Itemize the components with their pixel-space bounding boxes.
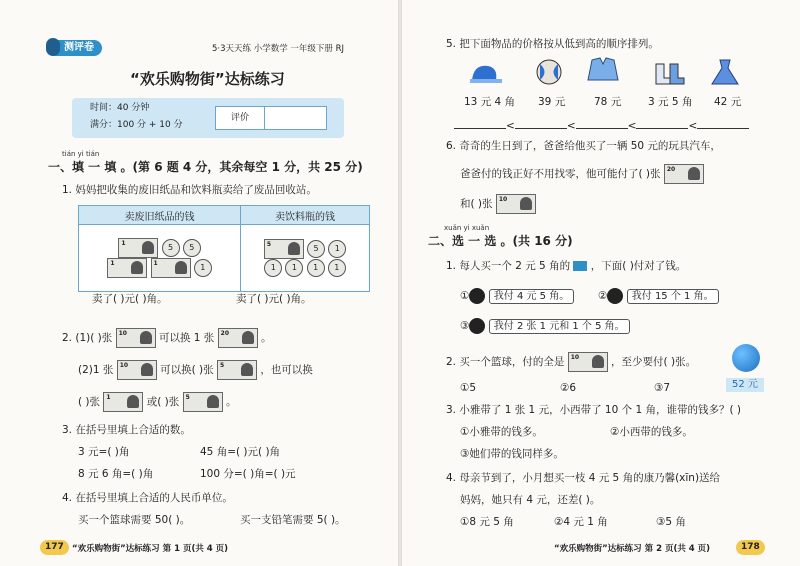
section2-title: 二、选 一 选 。(共 16 分) <box>428 234 573 248</box>
banknote-image: 5 <box>183 392 223 412</box>
price-cap: 13 元 4 角 <box>464 96 516 108</box>
banknote-image: 1 <box>107 258 147 278</box>
q3-d: 100 分=( )角=( )元 <box>200 468 296 480</box>
order-blank[interactable] <box>454 118 506 129</box>
banknote-image: 5 <box>217 360 257 380</box>
page-title: “欢乐购物街”达标练习 <box>130 70 285 88</box>
coin-image: 5 <box>162 239 180 257</box>
q6-line1: 6. 奇奇的生日到了，爸爸给他买了一辆 50 元的玩具汽车， <box>446 140 721 152</box>
c3-option-3[interactable]: ③她们带的钱同样多。 <box>460 448 564 460</box>
c1-option-3[interactable]: ③ 我付 2 张 1 元和 1 个 5 角。 <box>460 318 630 334</box>
c3-text: 3. 小雅带了 1 张 1 元，小西带了 10 个 1 角，谁带的钱多？( ) <box>446 404 741 416</box>
c3-option-2[interactable]: ②小西带的钱多。 <box>610 426 693 438</box>
money-table <box>78 205 370 292</box>
q2-line3: ( )张 1 或( )张 5 。 <box>78 392 236 412</box>
q6-line2: 爸爸付的钱正好不用找零，他可能付了( )张 20 <box>460 164 704 184</box>
order-answer-row: < < < < <box>454 118 749 133</box>
q4-a: 买一个篮球需要 50( )。 <box>78 514 191 526</box>
mascot-icon <box>46 38 60 56</box>
coin-image: 1 <box>328 259 346 277</box>
q2-line2: (2)1 张 10 可以换( )张 5 ，也可以换 <box>78 360 313 380</box>
q3-b: 45 角=( )元( )角 <box>200 446 281 458</box>
girl-avatar <box>469 318 485 334</box>
right-page <box>402 0 800 566</box>
banknote-image: 10 <box>568 352 608 372</box>
banknote-image: 10 <box>496 194 536 214</box>
coin-image: 1 <box>307 259 325 277</box>
footer-left-text: “欢乐购物街”达标练习 第 1 页(共 4 页) <box>72 544 229 554</box>
coin-image: 1 <box>264 259 282 277</box>
c4-line1: 4. 母亲节到了，小月想买一枝 4 元 5 角的康乃馨(xīn)送给 <box>446 472 721 484</box>
c3-option-1[interactable]: ①小雅带的钱多。 <box>460 426 543 438</box>
series-label: 5·3天天练 小学数学 一年级下册 RJ <box>212 44 345 54</box>
beach-ball-icon <box>530 58 568 86</box>
q2-line1: 2. (1)( )张 10 可以换 1 张 20 。 <box>62 328 272 348</box>
c2-option-3[interactable]: ③7 <box>654 382 671 394</box>
order-blank[interactable] <box>515 118 567 129</box>
dress-icon <box>706 58 744 86</box>
c4-option-2[interactable]: ②4 元 1 角 <box>554 516 608 528</box>
c4-option-3[interactable]: ③5 角 <box>656 516 686 528</box>
banknote-image: 1 <box>151 258 191 278</box>
q3-c: 8 元 6 角=( )角 <box>78 468 154 480</box>
c1-option-2[interactable]: ② 我付 15 个 1 角。 <box>598 288 719 304</box>
coin-image: 5 <box>183 239 201 257</box>
c4-line2: 妈妈，她只有 4 元，还差( )。 <box>460 494 601 506</box>
banknote-image: 20 <box>664 164 704 184</box>
footer-right-text: “欢乐购物街”达标练习 第 2 页(共 4 页) <box>554 544 711 554</box>
price-jacket: 78 元 <box>594 96 622 108</box>
coin-image: 1 <box>285 259 303 277</box>
banknote-image: 5 <box>264 239 304 259</box>
full-score-label: 满分：100 分 + 10 分 <box>90 120 183 130</box>
c1-option-1[interactable]: ① 我付 4 元 5 角。 <box>460 288 574 304</box>
q1-answer-2: 卖了( )元( )角。 <box>236 293 312 305</box>
price-dress: 42 元 <box>714 96 742 108</box>
c2-line: 2. 买一个篮球，付的全是 10 ，至少要付( )张。 <box>446 352 696 372</box>
q4-text: 4. 在括号里填上合适的人民币单位。 <box>62 492 233 504</box>
q4-b: 买一支铅笔需要 5( )。 <box>240 514 346 526</box>
c4-option-1[interactable]: ①8 元 5 角 <box>460 516 514 528</box>
section1-title: 一、填 一 填 。(第 6 题 4 分，其余每空 1 分，共 25 分) <box>48 160 363 174</box>
page-number-right: 178 <box>736 540 765 555</box>
q3-a: 3 元=( )角 <box>78 446 130 458</box>
test-badge: 测评卷 <box>48 40 102 56</box>
banknote-image: 10 <box>117 360 157 380</box>
time-label: 时间：40 分钟 <box>90 103 150 113</box>
cap-icon <box>466 60 504 88</box>
q1-answer-1: 卖了( )元( )角。 <box>92 293 168 305</box>
left-page <box>0 0 398 566</box>
banknote-image: 20 <box>218 328 258 348</box>
basketball-price: 52 元 <box>726 378 764 392</box>
q6-line3: 和( )张 10 <box>460 194 536 214</box>
price-socks: 3 元 5 角 <box>648 96 693 108</box>
order-blank[interactable] <box>576 118 628 129</box>
c1-line: 1. 每人买一个 2 元 5 角的 ，下面( )付对了钱。 <box>446 260 687 272</box>
pencil-box-icon <box>573 261 587 271</box>
coin-image: 1 <box>194 259 212 277</box>
banknote-image: 1 <box>118 238 158 258</box>
c2-option-1[interactable]: ①5 <box>460 382 477 394</box>
boy-avatar <box>607 288 623 304</box>
socks-icon <box>650 60 688 88</box>
c2-option-2[interactable]: ②6 <box>560 382 577 394</box>
coin-image: 5 <box>307 240 325 258</box>
page-number-left: 177 <box>40 540 69 555</box>
section1-pinyin: tián yi tián <box>62 150 100 158</box>
q1-text: 1. 妈妈把收集的废旧纸品和饮料瓶卖给了废品回收站。 <box>62 184 317 196</box>
jacket-icon <box>584 56 622 84</box>
banknote-image: 1 <box>103 392 143 412</box>
order-blank[interactable] <box>636 118 688 129</box>
bottle-money-cell <box>241 225 370 292</box>
order-blank[interactable] <box>697 118 749 129</box>
basketball-icon <box>732 344 760 372</box>
table-header-bottle: 卖饮料瓶的钱 <box>241 206 370 225</box>
coin-image: 1 <box>328 240 346 258</box>
banknote-image: 10 <box>116 328 156 348</box>
info-box <box>72 98 344 138</box>
score-field[interactable] <box>265 107 326 129</box>
girl-avatar <box>469 288 485 304</box>
section2-pinyin: xuǎn yi xuǎn <box>444 224 490 232</box>
price-ball: 39 元 <box>538 96 566 108</box>
score-label: 评价 <box>216 107 265 129</box>
table-header-paper: 卖废旧纸品的钱 <box>79 206 241 225</box>
score-box <box>215 106 327 130</box>
paper-money-cell <box>79 225 241 292</box>
q3-text: 3. 在括号里填上合适的数。 <box>62 424 191 436</box>
q5-text: 5. 把下面物品的价格按从低到高的顺序排列。 <box>446 38 659 50</box>
